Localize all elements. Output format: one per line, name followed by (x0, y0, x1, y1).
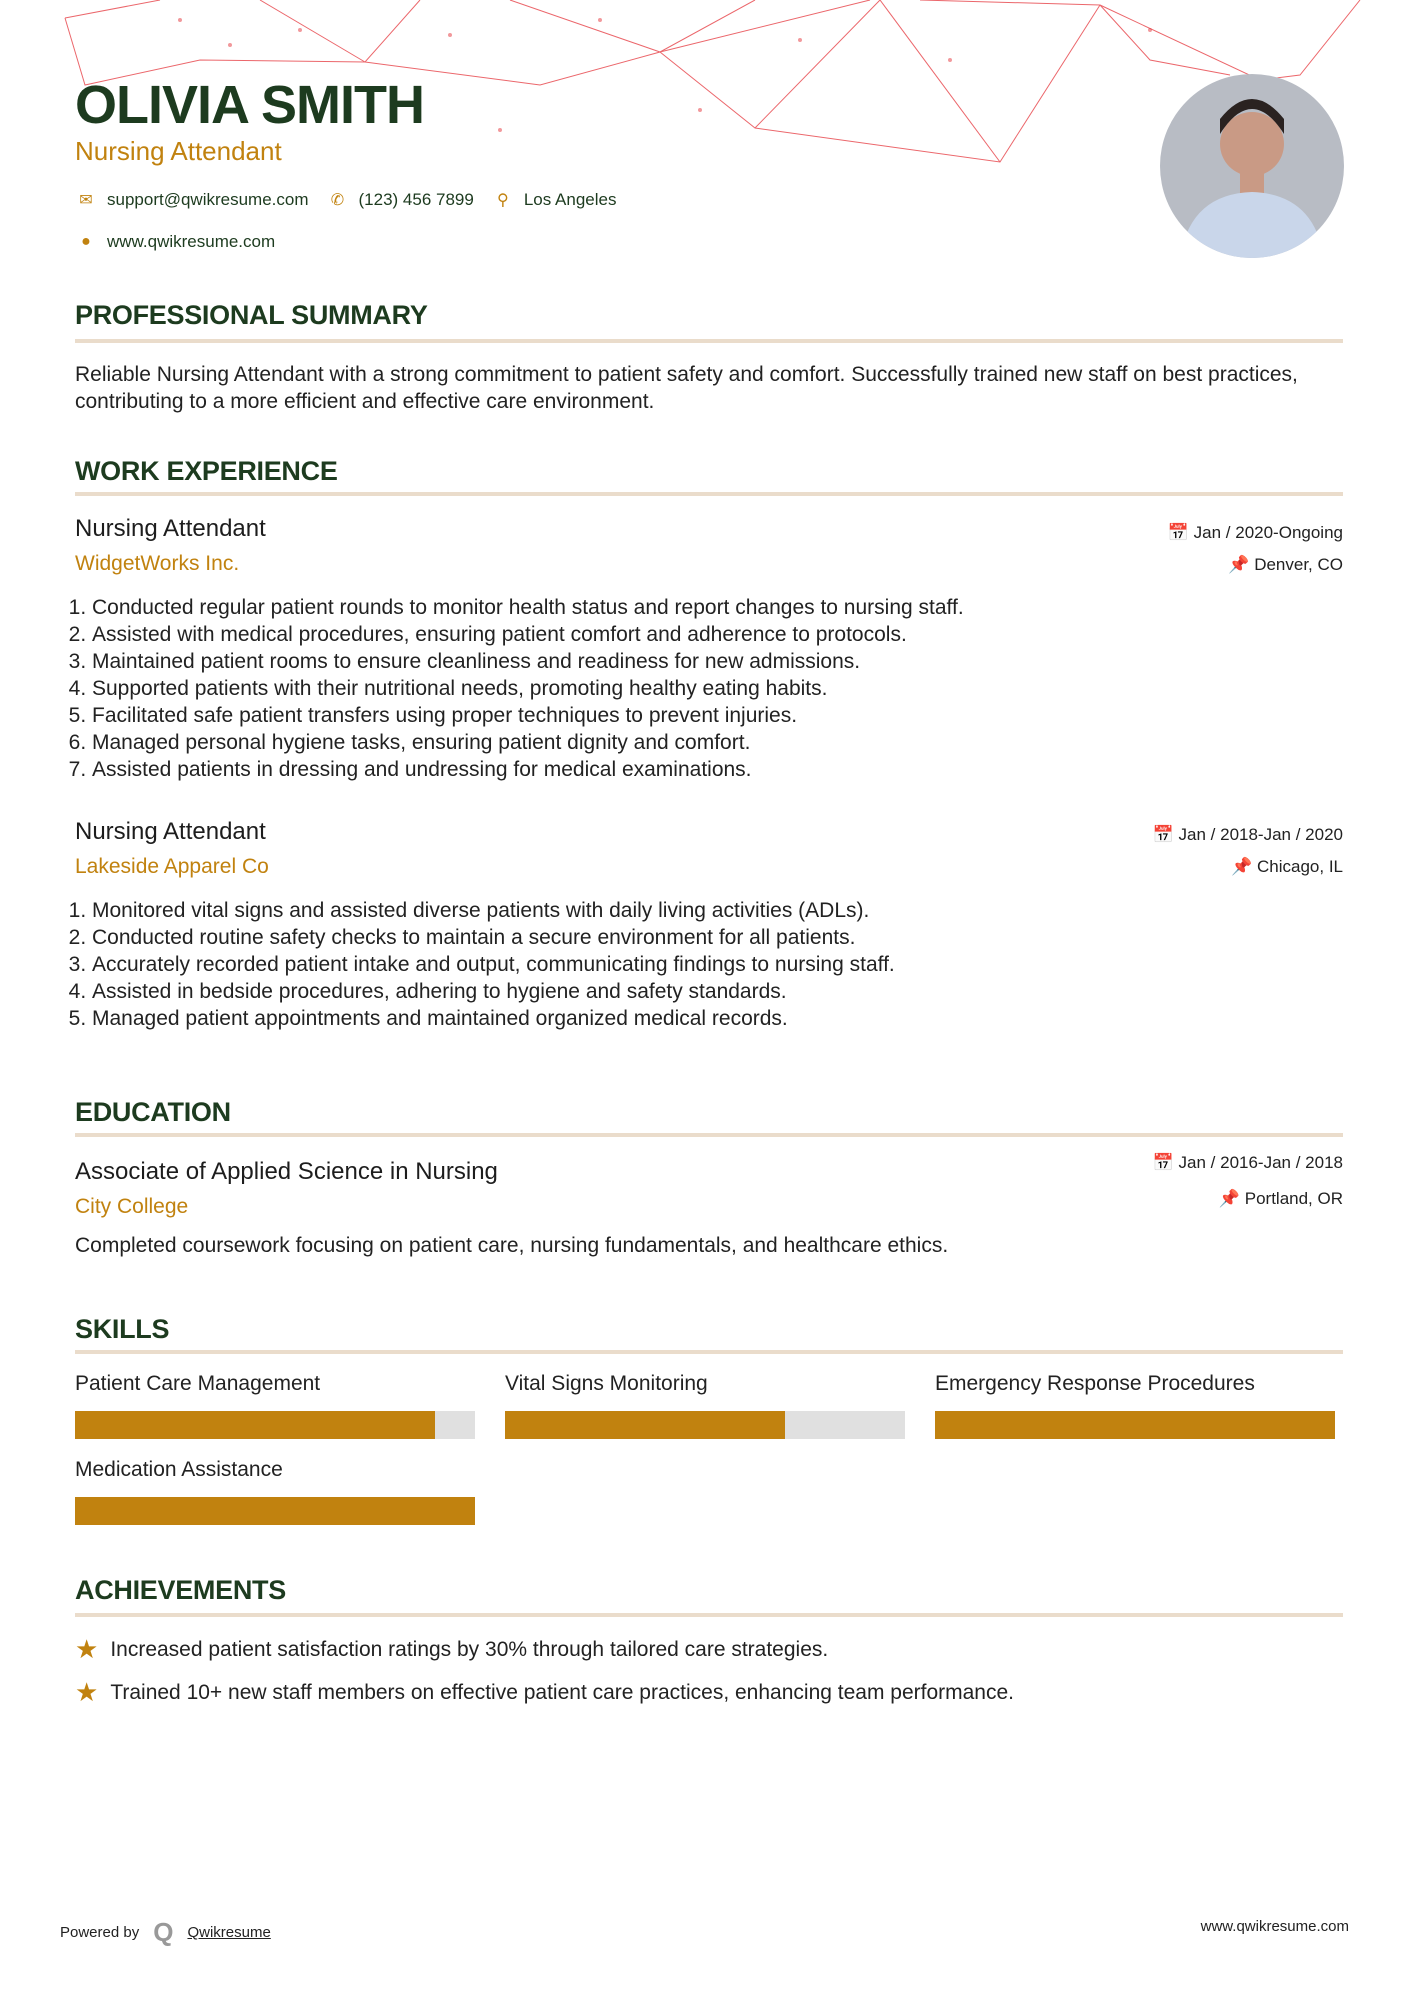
job-location-text: Denver, CO (1254, 555, 1343, 574)
job-bullets (70, 594, 1320, 783)
star-icon: ★ (75, 1677, 99, 1707)
achievement-text: Increased patient satisfaction ratings by 30% through tailored care strategies. (110, 1637, 829, 1661)
calendar-icon: 📅 (1152, 1153, 1179, 1172)
list-item: 2. Assisted with medical procedures, ensuring patient comfort and adherence to protocols. (92, 621, 1320, 648)
list-item: 5. Managed patient appointments and maintained organized medical records. (92, 1005, 1320, 1032)
education-location (1219, 1189, 1343, 1209)
job-location (1228, 555, 1343, 575)
education-location-text: Portland, OR (1244, 1189, 1343, 1208)
job-company: Lakeside Apparel Co (75, 855, 269, 878)
phone-text: (123) 456 7899 (358, 190, 474, 209)
section-heading-achievements: ACHIEVEMENTS (75, 1575, 286, 1605)
skill-name: Patient Care Management (75, 1372, 321, 1395)
job-dates (1153, 825, 1343, 845)
section-heading-skills: SKILLS (75, 1314, 170, 1344)
degree: Associate of Applied Science in Nursing (75, 1158, 498, 1185)
list-item: 3. Accurately recorded patient intake and output, communicating findings to nursing staff. (92, 951, 1320, 978)
job-location-text: Chicago, IL (1257, 857, 1343, 876)
job-title: Nursing Attendant (75, 818, 266, 845)
pin-icon: 📌 (1231, 857, 1257, 876)
section-heading-work: WORK EXPERIENCE (75, 456, 338, 486)
candidate-name: OLIVIA SMITH (75, 75, 424, 135)
skill-bar-fill (75, 1497, 475, 1525)
divider (75, 1350, 1343, 1354)
job-location (1231, 857, 1343, 877)
phone-icon: ✆ (330, 192, 345, 209)
powered-by-label: Powered by (60, 1924, 140, 1941)
section-heading-summary: PROFESSIONAL SUMMARY (75, 300, 428, 330)
divider (75, 1613, 1343, 1617)
achievement-text: Trained 10+ new staff members on effective patient care practices, enhancing team performance. (110, 1680, 1014, 1704)
list-item: 1. Conducted regular patient rounds to monitor health status and report changes to nursing staff. (92, 594, 1320, 621)
list-item: 5. Facilitated safe patient transfers using proper techniques to prevent injuries. (92, 702, 1320, 729)
achievement-item (75, 1634, 828, 1665)
skill-bar-fill (935, 1411, 1335, 1439)
skill-bar (505, 1411, 905, 1439)
skill-item (75, 1458, 475, 1525)
job-dates-text: Jan / 2018-Jan / 2020 (1178, 825, 1343, 844)
website-link[interactable]: www.qwikresume.com (107, 232, 276, 251)
email-icon: ✉ (79, 192, 93, 209)
skill-name: Emergency Response Procedures (935, 1372, 1255, 1395)
skill-bar (75, 1497, 475, 1525)
email-link[interactable]: support@qwikresume.com (107, 190, 309, 209)
list-item: 1. Monitored vital signs and assisted diverse patients with daily living activities (ADLs). (92, 897, 1320, 924)
job-bullets (70, 897, 1320, 1032)
footer-url[interactable]: www.qwikresume.com (1200, 1918, 1349, 1935)
list-item: 2. Conducted routine safety checks to maintain a secure environment for all patients. (92, 924, 1320, 951)
skill-bar-fill (505, 1411, 785, 1439)
brand-link[interactable]: Qwikresume (187, 1924, 271, 1941)
location-pin-icon: ⚲ (496, 192, 509, 209)
skill-item (505, 1372, 905, 1439)
contact-row (75, 190, 616, 210)
skill-bar (935, 1411, 1335, 1439)
calendar-icon: 📅 (1152, 825, 1179, 844)
skill-item (75, 1372, 475, 1439)
list-item: 3. Maintained patient rooms to ensure cleanliness and readiness for new admissions. (92, 648, 1320, 675)
pin-icon: 📌 (1228, 555, 1255, 574)
school: City College (75, 1195, 189, 1218)
list-item: 7. Assisted patients in dressing and undressing for medical examinations. (92, 756, 1320, 783)
section-heading-education: EDUCATION (75, 1097, 231, 1127)
skill-bar-fill (75, 1411, 435, 1439)
location-text: Los Angeles (523, 190, 617, 209)
divider (75, 1133, 1343, 1137)
summary-text: Reliable Nursing Attendant with a strong commitment to patient safety and comfort. Successfully trained new staff on best practices, contributing to a more efficient and effective care environment. (75, 363, 1298, 413)
pin-icon: 📌 (1218, 1189, 1245, 1208)
job-title: Nursing Attendant (75, 515, 266, 542)
divider (75, 339, 1343, 343)
education-dates-text: Jan / 2016-Jan / 2018 (1178, 1153, 1343, 1172)
job-company: WidgetWorks Inc. (75, 552, 240, 575)
achievement-item (75, 1677, 1014, 1708)
education-dates (1153, 1153, 1343, 1173)
skill-bar (75, 1411, 475, 1439)
globe-icon: ● (81, 233, 91, 250)
skill-name: Medication Assistance (75, 1458, 283, 1481)
qwikresume-logo-icon: Q (153, 1917, 174, 1947)
candidate-title: Nursing Attendant (75, 136, 282, 166)
skill-item (935, 1372, 1335, 1439)
website-row (75, 232, 275, 252)
job-dates-text: Jan / 2020-Ongoing (1193, 523, 1343, 542)
footer-powered (60, 1917, 271, 1948)
divider (75, 492, 1343, 496)
list-item: 6. Managed personal hygiene tasks, ensuring patient dignity and comfort. (92, 729, 1320, 756)
calendar-icon: 📅 (1167, 523, 1194, 542)
profile-photo (1160, 74, 1344, 258)
education-description: Completed coursework focusing on patient care, nursing fundamentals, and healthcare ethics. (75, 1234, 949, 1257)
job-dates (1168, 523, 1343, 543)
skill-name: Vital Signs Monitoring (505, 1372, 708, 1395)
star-icon: ★ (75, 1634, 99, 1664)
list-item: 4. Assisted in bedside procedures, adhering to hygiene and safety standards. (92, 978, 1320, 1005)
list-item: 4. Supported patients with their nutritional needs, promoting healthy eating habits. (92, 675, 1320, 702)
